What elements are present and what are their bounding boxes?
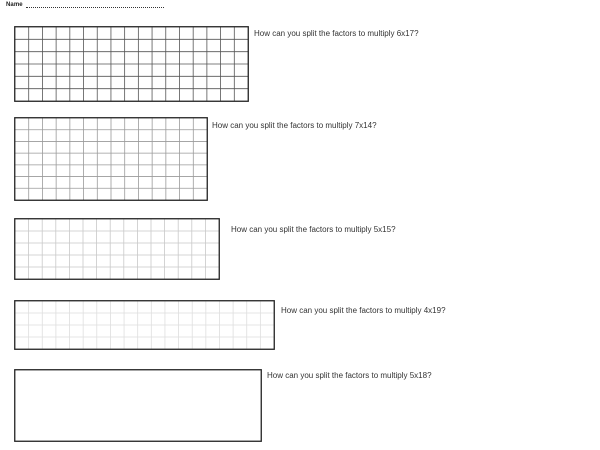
question-5x15: How can you split the factors to multiply 5x15? [231, 225, 396, 234]
grid-4x19[interactable] [14, 300, 275, 350]
grid-svg [14, 218, 220, 280]
grid-svg [14, 26, 249, 102]
question-7x14: How can you split the factors to multiply 7x14? [212, 121, 377, 130]
grid-svg [14, 117, 208, 201]
grid-svg [14, 369, 262, 442]
name-line [6, 2, 164, 8]
question-5x18: How can you split the factors to multiply 5x18? [267, 371, 432, 380]
grid-border [15, 219, 220, 280]
grid-6x17[interactable] [14, 26, 249, 102]
grid-5x18[interactable] [14, 369, 262, 442]
name-field[interactable] [26, 2, 164, 8]
grid-svg [14, 300, 275, 350]
question-6x17: How can you split the factors to multiply 6x17? [254, 29, 419, 38]
question-4x19: How can you split the factors to multiply 4x19? [281, 306, 446, 315]
grid-border [15, 370, 262, 442]
grid-5x15[interactable] [14, 218, 220, 280]
grid-7x14[interactable] [14, 117, 208, 201]
name-label: Name [6, 2, 23, 8]
